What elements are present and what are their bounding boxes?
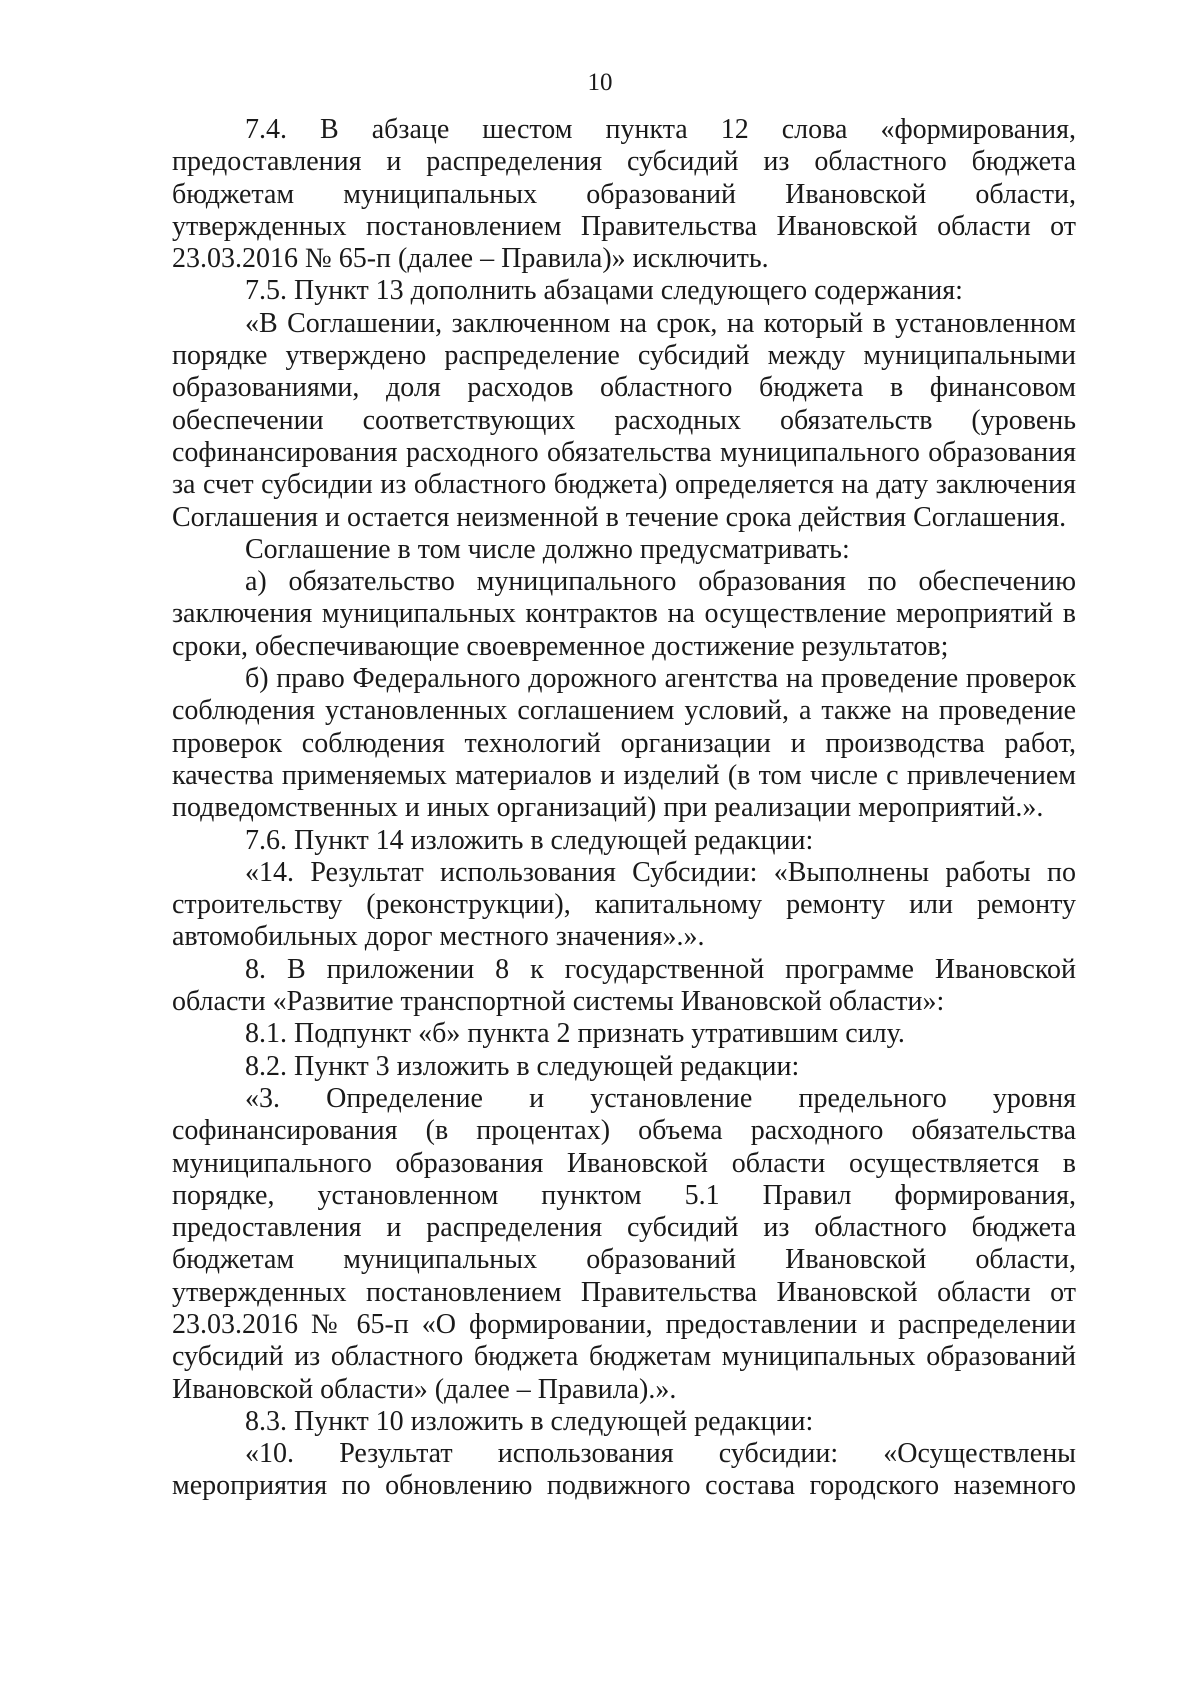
paragraph-item-b: б) право Федерального дорожного агентства на проведение проверок соблюдения установленных соглашением условий, а также на проведение проверок соблюдения технологий организации и производства работ, качества применяемых материалов и изделий (в том числе с привлечением подведомственных и иных организаций) при реализации мероприятий.».	[172, 663, 1076, 824]
document-body	[172, 114, 1076, 1503]
paragraph-7-4: 7.4. В абзаце шестом пункта 12 слова «формирования, предоставления и распределения субсидий из областного бюджета бюджетам муниципальных образований Ивановской области, утвержденных постановлением Правительства Ивановской области от 23.03.2016 № 65-п (далее – Правила)» исключить.	[172, 114, 1076, 275]
paragraph-3-cofinancing: «3. Определение и установление предельного уровня софинансирования (в процентах) объема расходного обязательства муниципального образования Ивановской области осуществляется в порядке, установленном пунктом 5.1 Правил формирования, предоставления и распределения субсидий из областного бюджета бюджетам муниципальных образований Ивановской области, утвержденных постановлением Правительства Ивановской области от 23.03.2016 № 65-п «О формировании, предоставлении и распределении субсидий из областного бюджета бюджетам муниципальных образований Ивановской области» (далее – Правила).».	[172, 1082, 1076, 1405]
paragraph-8-1: 8.1. Подпункт «б» пункта 2 признать утратившим силу.	[245, 1018, 905, 1050]
paragraph-agreement-must: Соглашение в том числе должно предусматривать:	[245, 533, 850, 565]
paragraph-10-result: «10. Результат использования субсидии: «Осуществлены мероприятия по обновлению подвижного состава городского наземного	[172, 1438, 1076, 1502]
paragraph-8: 8. В приложении 8 к государственной программе Ивановской области «Развитие транспортной системы Ивановской области»:	[172, 953, 1076, 1018]
page-number: 10	[587, 69, 613, 96]
paragraph-agreement-term: «В Соглашении, заключенном на срок, на который в установленном порядке утверждено распределение субсидий между муниципальными образованиями, доля расходов областного бюджета в финансовом обеспечении соответствующих расходных обязательств (уровень софинансирования расходного обязательства муниципального образования за счет субсидии из областного бюджета) определяется на дату заключения Соглашения и остается неизменной в течение срока действия Соглашения.	[172, 307, 1076, 533]
paragraph-7-6: 7.6. Пункт 14 изложить в следующей редакции:	[245, 824, 814, 856]
paragraph-7-5: 7.5. Пункт 13 дополнить абзацами следующего содержания:	[245, 275, 963, 307]
paragraph-item-a: а) обязательство муниципального образования по обеспечению заключения муниципальных контрактов на осуществление мероприятий в сроки, обеспечивающие своевременное достижение результатов;	[172, 566, 1076, 662]
paragraph-8-3: 8.3. Пункт 10 изложить в следующей редакции:	[245, 1405, 814, 1437]
paragraph-14-result: «14. Результат использования Субсидии: «Выполнены работы по строительству (реконструкции), капитальному ремонту или ремонту автомобильных дорог местного значения».».	[172, 856, 1076, 953]
paragraph-8-2: 8.2. Пункт 3 изложить в следующей редакции:	[245, 1050, 800, 1082]
